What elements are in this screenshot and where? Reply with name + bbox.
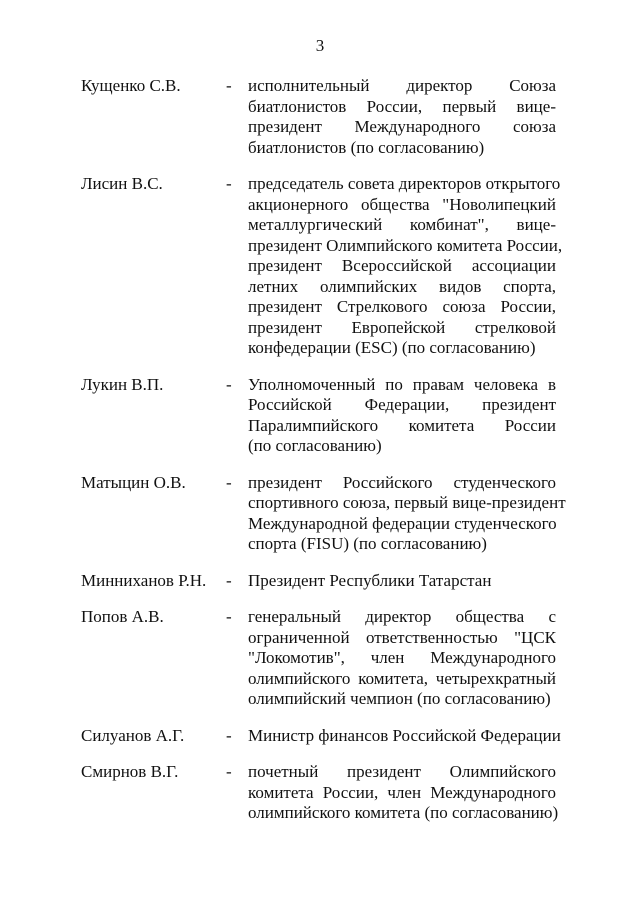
list-entry (0, 375, 640, 457)
member-name: Лисин В.С. (81, 174, 163, 193)
position-line: (по согласованию) (248, 436, 382, 455)
position-line: металлургический комбинат", вице- (248, 215, 556, 234)
member-position (248, 725, 561, 747)
position-line: комитета России, член Международного (248, 782, 556, 802)
position-line: Паралимпийского комитета России (248, 415, 556, 435)
member-position (248, 174, 563, 359)
member-position (248, 76, 556, 158)
position-line: биатлонистов (по согласованию) (248, 137, 485, 157)
list-entry (0, 76, 640, 158)
position-line: генеральный директор общества с (248, 607, 556, 626)
member-name: Кущенко С.В. (81, 76, 181, 95)
member-position (248, 472, 566, 555)
member-name: Матыцин О.В. (81, 472, 186, 492)
member-name: Попов А.В. (81, 607, 164, 626)
position-line: ограниченной ответственностью "ЦСК (248, 627, 556, 647)
position-line: Министр финансов Российской Федерации (248, 725, 561, 745)
list-entry (0, 473, 640, 555)
position-line: президент Российского студенческого (248, 472, 556, 492)
separator-dash: - (226, 174, 232, 193)
position-line: исполнительный директор Союза (248, 76, 556, 95)
position-line: президент Международного союза (248, 117, 556, 136)
member-position (248, 571, 556, 592)
position-line: спортивного союза, первый вице-президент (248, 493, 566, 512)
member-position (248, 375, 556, 457)
position-line: председатель совета директоров открытого (248, 174, 561, 193)
list-entry (0, 726, 640, 747)
position-line: президент Всероссийской ассоциации (248, 256, 556, 275)
separator-dash: - (226, 607, 232, 626)
member-name: Смирнов В.Г. (81, 762, 179, 781)
position-line: президент Олимпийского комитета России, (248, 235, 563, 255)
list-entry (0, 571, 640, 592)
member-name: Силуанов А.Г. (81, 725, 185, 745)
separator-dash: - (226, 472, 232, 492)
position-line: акционерного общества "Новолипецкий (248, 194, 556, 214)
position-line: летних олимпийских видов спорта, (248, 276, 556, 296)
separator-dash: - (226, 762, 232, 781)
position-line: олимпийского комитета (по согласованию) (248, 803, 559, 822)
position-line: конфедерации (ESC) (по согласованию) (248, 338, 536, 357)
separator-dash: - (226, 570, 232, 590)
position-line: олимпийского комитета, четырехкратный (248, 668, 556, 688)
page-number: 3 (315, 36, 325, 55)
position-line: почетный президент Олимпийского (248, 762, 556, 781)
separator-dash: - (226, 76, 232, 95)
position-line: спорта (FISU) (по согласованию) (248, 534, 487, 553)
member-name: Минниханов Р.Н. (81, 570, 207, 590)
members-list (0, 76, 640, 840)
position-line: президент Стрелкового союза России, (248, 297, 556, 316)
list-entry (0, 607, 640, 710)
position-line: Уполномоченный по правам человека в (248, 374, 556, 394)
position-line: Российской Федерации, президент (248, 395, 556, 414)
position-line: президент Европейской стрелковой (248, 317, 556, 337)
position-line: биатлонистов России, первый вице- (248, 96, 556, 116)
list-entry (0, 174, 640, 359)
list-entry (0, 762, 640, 824)
position-line: олимпийский чемпион (по согласованию) (248, 689, 551, 708)
position-line: Международной федерации студенческого (248, 513, 557, 533)
member-name: Лукин В.П. (81, 374, 164, 394)
member-position (248, 607, 556, 710)
separator-dash: - (226, 374, 232, 394)
separator-dash: - (226, 725, 232, 745)
member-position (248, 762, 559, 824)
position-line: Президент Республики Татарстан (248, 570, 492, 590)
position-line: "Локомотив", член Международного (248, 648, 556, 667)
